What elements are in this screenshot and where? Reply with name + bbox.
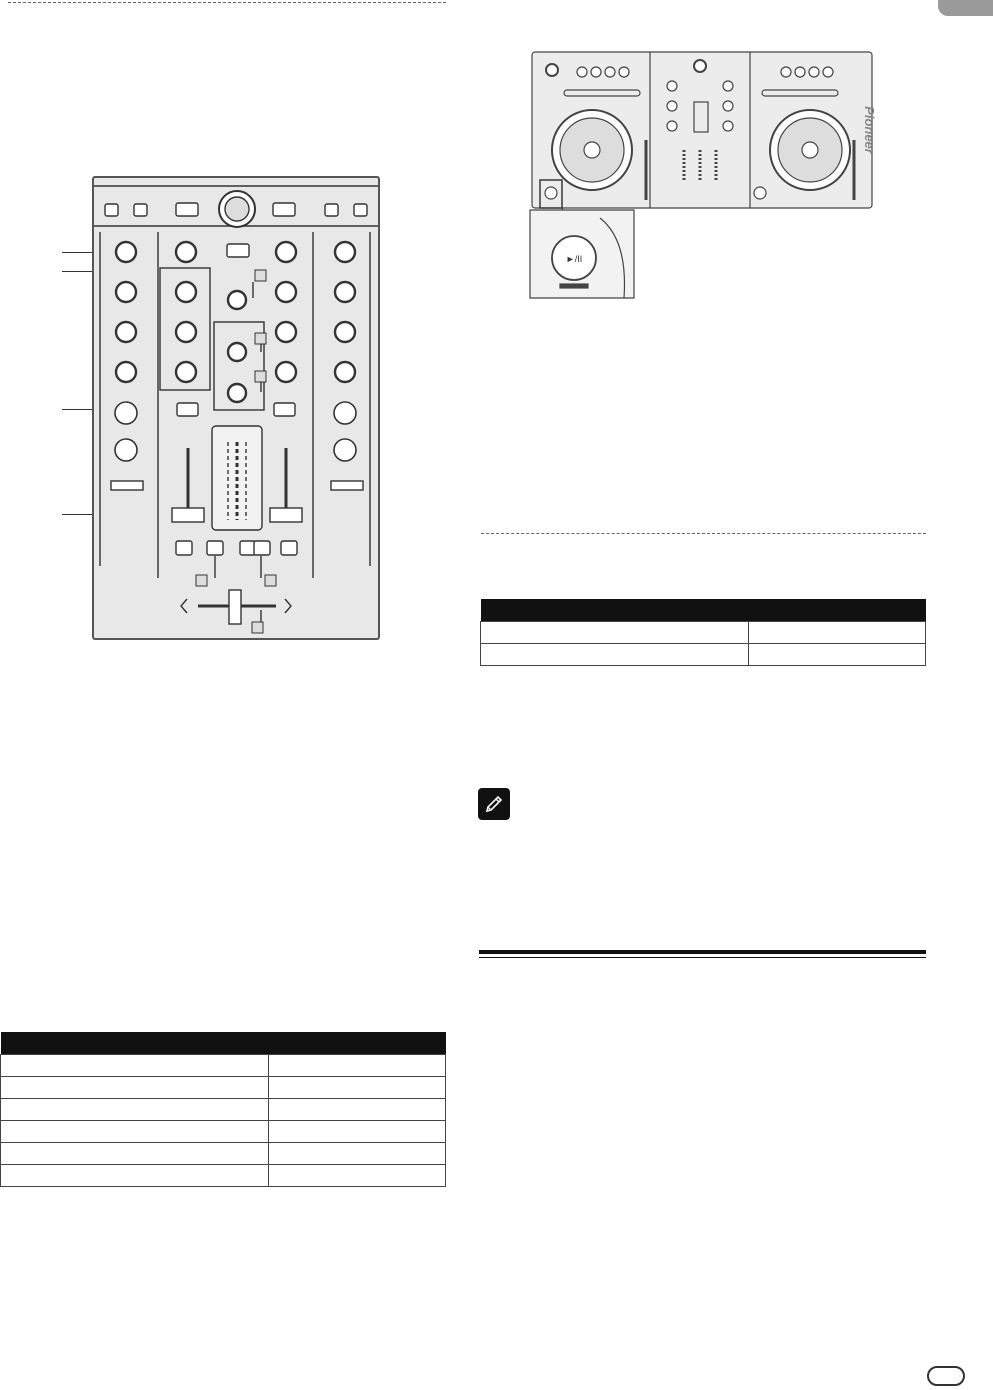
controller-figure [524, 40, 876, 302]
brand-mark: Pioneer [862, 106, 876, 154]
table-row [1, 1099, 446, 1121]
table-header-row [1, 1032, 446, 1055]
table-row [1, 1143, 446, 1165]
table-header-cell [481, 599, 749, 622]
section-divider-right [481, 533, 926, 534]
play-pause-label: ►/II [565, 254, 583, 264]
table-cell [1, 1099, 269, 1121]
table-row [481, 622, 926, 644]
table-cell [1, 1143, 269, 1165]
table-row [481, 644, 926, 666]
table-cell [269, 1121, 446, 1143]
table-cell [1, 1055, 269, 1077]
table-cell [481, 644, 749, 666]
table-cell [269, 1077, 446, 1099]
page-number-badge [927, 1366, 965, 1386]
mixer-panel-drawing [0, 0, 460, 660]
pencil-icon [478, 788, 510, 820]
mixer-panel-figure [0, 0, 460, 660]
table-cell [1, 1121, 269, 1143]
table-row [1, 1165, 446, 1187]
table-header-cell [1, 1032, 269, 1055]
table-header-cell [269, 1032, 446, 1055]
table-cell [481, 622, 749, 644]
right-table [480, 599, 926, 666]
table-row [1, 1077, 446, 1099]
table-cell [269, 1143, 446, 1165]
table-cell [269, 1165, 446, 1187]
dj-controller-illustration [524, 40, 876, 302]
table-cell [269, 1055, 446, 1077]
section-heading-rule [479, 950, 926, 954]
table-header-row [481, 599, 926, 622]
table-row [1, 1055, 446, 1077]
table-header-cell [749, 599, 926, 622]
table-row [1, 1121, 446, 1143]
left-table [0, 1032, 446, 1187]
table-cell [1, 1077, 269, 1099]
section-heading-rule-thin [479, 957, 926, 958]
language-tab [938, 0, 993, 16]
table-cell [749, 644, 926, 666]
table-cell [749, 622, 926, 644]
table-cell [269, 1099, 446, 1121]
table-cell [1, 1165, 269, 1187]
